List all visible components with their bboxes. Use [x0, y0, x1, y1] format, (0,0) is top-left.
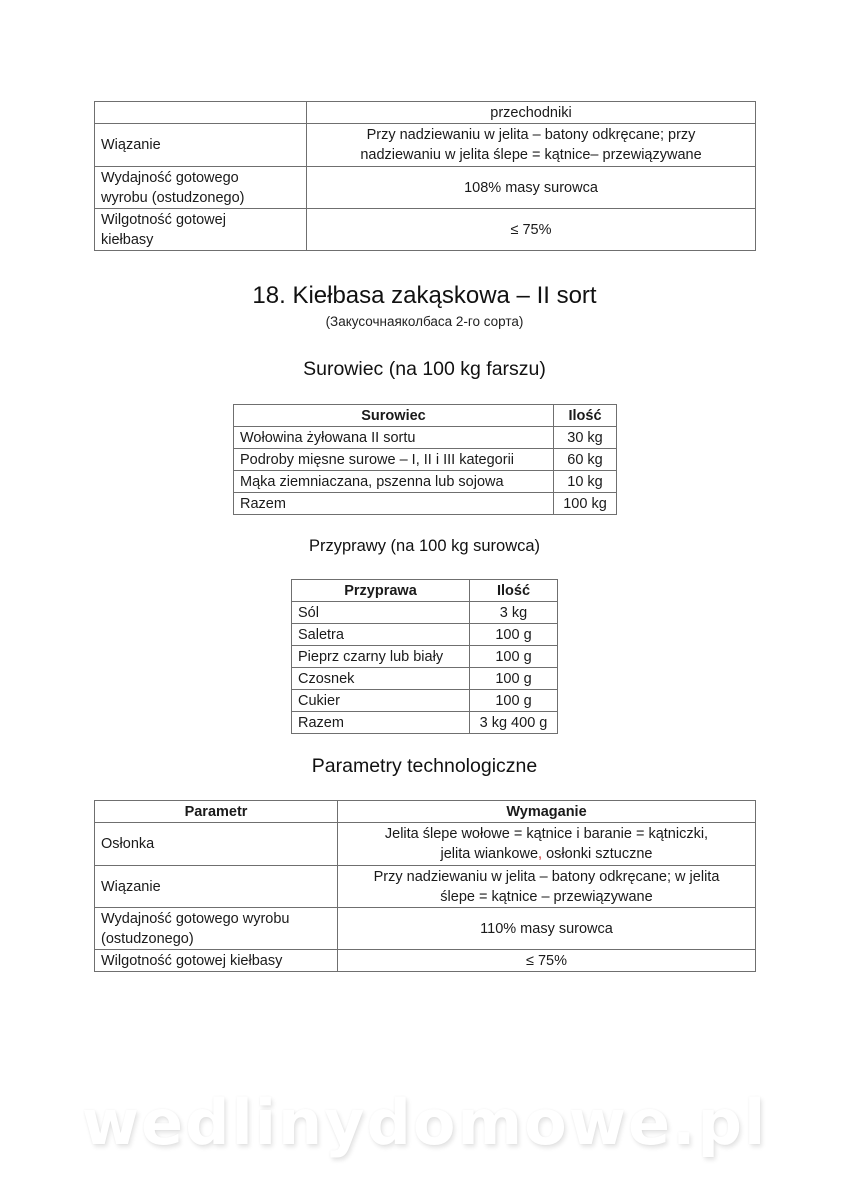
table-row — [292, 690, 558, 712]
column-header: Ilość — [554, 405, 617, 427]
table-row — [95, 950, 756, 972]
ingredient-qty: 60 kg — [554, 449, 617, 471]
table-row — [95, 866, 756, 908]
value-cell — [338, 823, 756, 866]
param-line: Wilgotność gotowej — [101, 211, 226, 228]
spice-qty: 3 kg — [470, 602, 558, 624]
previous-params-table — [94, 101, 756, 251]
table-row — [292, 668, 558, 690]
spice-name: Cukier — [292, 690, 470, 712]
param-line: wyrobu (ostudzonego) — [101, 189, 245, 206]
spice-name: Pieprz czarny lub biały — [292, 646, 470, 668]
table-header-row — [234, 405, 617, 427]
raw-materials-heading: Surowiec (na 100 kg farszu) — [303, 358, 546, 380]
param-line: Wydajność gotowego — [101, 169, 239, 186]
spices-heading: Przyprawy (na 100 kg surowca) — [308, 537, 541, 555]
spice-name: Czosnek — [292, 668, 470, 690]
table-row — [95, 124, 756, 167]
column-header: Ilość — [470, 580, 558, 602]
value-cell: ≤ 75% — [338, 950, 756, 972]
section-subtitle: (Закусочнаяколбаса 2-го сорта) — [325, 314, 524, 329]
raw-materials-table — [233, 404, 617, 515]
table-row — [234, 493, 617, 515]
ingredient-qty: 30 kg — [554, 427, 617, 449]
value-cell: przechodniki — [307, 102, 756, 124]
value-line: nadziewaniu w jelita ślepe = kątnice– przewiązywane — [360, 147, 702, 163]
ingredient-name: Mąka ziemniaczana, pszenna lub sojowa — [234, 471, 554, 493]
spice-name: Sól — [292, 602, 470, 624]
value-cell — [338, 866, 756, 908]
spice-qty: 100 g — [470, 668, 558, 690]
param-cell — [95, 908, 338, 950]
value-cell — [307, 124, 756, 167]
spice-qty: 100 g — [470, 624, 558, 646]
highlighted-comma: , — [538, 846, 543, 862]
table-header-row — [292, 580, 558, 602]
table-row — [234, 471, 617, 493]
param-line: Wydajność gotowego wyrobu — [101, 910, 290, 927]
table-row — [234, 449, 617, 471]
watermark: wedlinydomowe.pl — [81, 1086, 768, 1159]
spice-qty: 3 kg 400 g — [470, 712, 558, 734]
table-row — [292, 712, 558, 734]
param-cell — [95, 167, 307, 209]
param-cell: Osłonka — [95, 823, 338, 866]
value-line — [344, 844, 749, 864]
spice-qty: 100 g — [470, 646, 558, 668]
spice-name: Saletra — [292, 624, 470, 646]
table-row — [292, 624, 558, 646]
value-text: jelita wiankowe — [440, 846, 539, 862]
spice-qty: 100 g — [470, 690, 558, 712]
table-row — [95, 908, 756, 950]
table-header-row — [95, 801, 756, 823]
param-cell: Wilgotność gotowej kiełbasy — [95, 950, 338, 972]
value-line: ślepe = kątnice – przewiązywane — [440, 888, 653, 905]
value-line: Przy nadziewaniu w jelita – batony odkręcane; przy — [366, 127, 696, 143]
column-header: Przyprawa — [292, 580, 470, 602]
tech-params-table — [94, 800, 756, 972]
table-row — [292, 646, 558, 668]
param-cell — [95, 102, 307, 124]
param-line: kiełbasy — [101, 231, 154, 248]
table-row — [234, 427, 617, 449]
column-header: Parametr — [95, 801, 338, 823]
ingredient-name: Podroby mięsne surowe – I, II i III kategorii — [234, 449, 554, 471]
section-title: 18. Kiełbasa zakąskowa – II sort — [252, 282, 597, 309]
table-row — [292, 602, 558, 624]
ingredient-qty: 10 kg — [554, 471, 617, 493]
spice-name: Razem — [292, 712, 470, 734]
tech-params-heading: Parametry technologiczne — [311, 755, 538, 777]
column-header: Wymaganie — [338, 801, 756, 823]
ingredient-name: Wołowina żyłowana II sortu — [234, 427, 554, 449]
param-cell: Wiązanie — [95, 124, 307, 167]
param-line: (ostudzonego) — [101, 930, 194, 947]
param-cell — [95, 209, 307, 251]
value-line: Przy nadziewaniu w jelita – batony odkręcane; w jelita — [373, 868, 720, 885]
column-header: Surowiec — [234, 405, 554, 427]
value-cell: 110% masy surowca — [338, 908, 756, 950]
value-cell: 108% masy surowca — [307, 167, 756, 209]
value-text: osłonki sztuczne — [542, 846, 653, 862]
table-row — [95, 209, 756, 251]
ingredient-name: Razem — [234, 493, 554, 515]
table-row — [95, 823, 756, 866]
ingredient-qty: 100 kg — [554, 493, 617, 515]
value-cell: ≤ 75% — [307, 209, 756, 251]
table-row — [95, 102, 756, 124]
value-line: Jelita ślepe wołowe = kątnice i baranie = kątniczki, — [384, 826, 709, 842]
param-cell: Wiązanie — [95, 866, 338, 908]
spices-table — [291, 579, 558, 734]
table-row — [95, 167, 756, 209]
